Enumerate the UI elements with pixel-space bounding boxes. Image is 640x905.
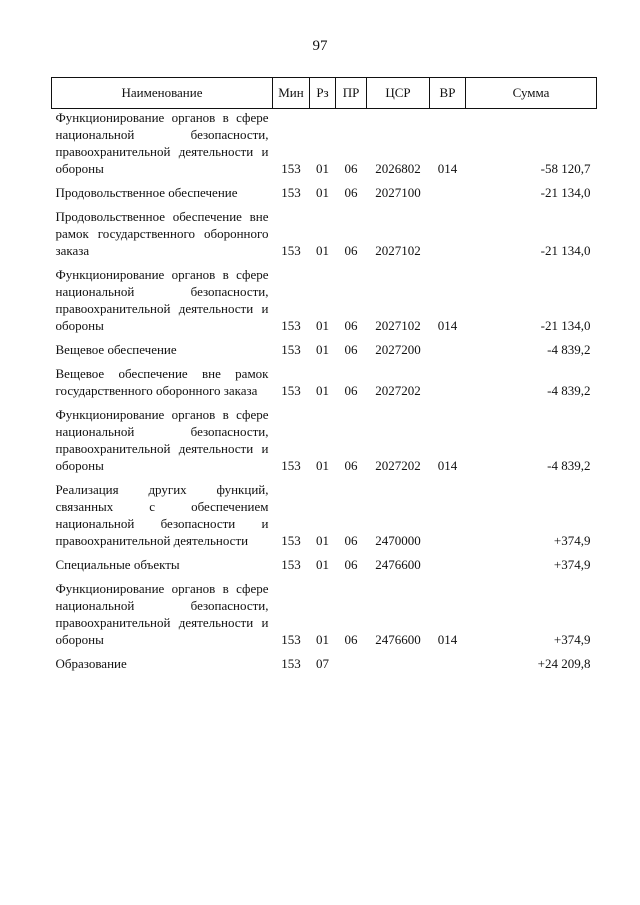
cell-sum: +374,9	[553, 533, 591, 548]
cell-rz: 01	[316, 383, 329, 398]
cell-csr: 2027100	[375, 185, 421, 200]
table-row	[52, 576, 597, 651]
cell-min: 153	[281, 533, 301, 548]
cell-pr: 06	[344, 383, 358, 398]
cell-rz: 01	[316, 557, 329, 572]
table-row	[52, 402, 597, 477]
cell-name: Функционирование органов в сфере национальной безопасности, правоохранительной деятельности и обороны	[55, 267, 269, 333]
cell-rz: 07	[316, 656, 329, 671]
cell-csr: 2476600	[375, 557, 421, 572]
cell-name: Вещевое обеспечение вне рамок государственного оборонного заказа	[55, 366, 269, 398]
cell-name: Функционирование органов в сфере национальной безопасности, правоохранительной деятельности и обороны	[55, 581, 269, 647]
cell-name: Специальные объекты	[55, 557, 180, 572]
cell-vr: 014	[437, 318, 458, 333]
cell-pr: 06	[344, 243, 358, 258]
cell-sum: -21 134,0	[540, 243, 591, 258]
header-csr: ЦСР	[367, 78, 430, 109]
cell-name: Продовольственное обеспечение	[55, 185, 238, 200]
cell-min: 153	[281, 318, 301, 333]
header-vr: ВР	[430, 78, 466, 109]
cell-min: 153	[281, 383, 301, 398]
cell-rz: 01	[316, 533, 329, 548]
cell-csr: 2027202	[375, 383, 421, 398]
cell-min: 153	[281, 632, 301, 647]
table-row	[52, 337, 597, 361]
cell-pr: 06	[344, 318, 358, 333]
cell-vr	[430, 651, 466, 675]
header-name: Наименование	[52, 78, 273, 109]
cell-vr	[430, 361, 466, 402]
header-pr: ПР	[336, 78, 367, 109]
cell-min: 153	[281, 161, 301, 176]
cell-csr	[367, 651, 430, 675]
cell-rz: 01	[316, 342, 329, 357]
cell-vr	[430, 204, 466, 262]
cell-pr: 06	[344, 557, 358, 572]
table-row	[52, 262, 597, 337]
cell-csr: 2470000	[375, 533, 421, 548]
cell-csr: 2027102	[375, 318, 421, 333]
cell-min: 153	[281, 656, 301, 671]
cell-pr: 06	[344, 185, 358, 200]
cell-name: Вещевое обеспечение	[55, 342, 177, 357]
table-header-row	[52, 78, 597, 109]
cell-vr	[430, 552, 466, 576]
cell-pr: 06	[344, 533, 358, 548]
cell-csr: 2476600	[375, 632, 421, 647]
cell-csr: 2027200	[375, 342, 421, 357]
cell-min: 153	[281, 557, 301, 572]
cell-name: Реализация других функций, связанных с обеспечением национальной безопасности и правоохранительной деятельности	[55, 482, 269, 548]
cell-rz: 01	[316, 243, 329, 258]
header-min: Мин	[273, 78, 310, 109]
cell-csr: 2027202	[375, 458, 421, 473]
header-rz: Рз	[310, 78, 336, 109]
cell-rz: 01	[316, 632, 329, 647]
cell-min: 153	[281, 458, 301, 473]
cell-pr	[336, 651, 367, 675]
cell-sum: -4 839,2	[547, 458, 591, 473]
table-row	[52, 651, 597, 675]
table-body	[52, 109, 597, 676]
cell-name: Продовольственное обеспечение вне рамок государственного оборонного заказа	[55, 209, 269, 258]
cell-csr: 2026802	[375, 161, 421, 176]
cell-rz: 01	[316, 318, 329, 333]
cell-sum: +374,9	[553, 557, 591, 572]
cell-sum: -21 134,0	[540, 185, 591, 200]
cell-rz: 01	[316, 161, 329, 176]
cell-min: 153	[281, 185, 301, 200]
cell-sum: -21 134,0	[540, 318, 591, 333]
cell-vr	[430, 477, 466, 552]
cell-vr: 014	[437, 458, 458, 473]
cell-sum: +24 209,8	[537, 656, 591, 671]
cell-pr: 06	[344, 161, 358, 176]
cell-min: 153	[281, 342, 301, 357]
cell-vr: 014	[437, 161, 458, 176]
cell-pr: 06	[344, 458, 358, 473]
table-row	[52, 477, 597, 552]
budget-table	[51, 77, 597, 675]
header-sum: Сумма	[466, 78, 597, 109]
cell-name: Образование	[55, 656, 127, 671]
cell-min: 153	[281, 243, 301, 258]
table-row	[52, 361, 597, 402]
table-row	[52, 552, 597, 576]
cell-sum: +374,9	[553, 632, 591, 647]
table-row	[52, 180, 597, 204]
table-row	[52, 204, 597, 262]
cell-csr: 2027102	[375, 243, 421, 258]
cell-rz: 01	[316, 185, 329, 200]
cell-rz: 01	[316, 458, 329, 473]
cell-pr: 06	[344, 632, 358, 647]
cell-sum: -4 839,2	[547, 383, 591, 398]
cell-sum: -4 839,2	[547, 342, 591, 357]
cell-vr	[430, 337, 466, 361]
cell-name: Функционирование органов в сфере национальной безопасности, правоохранительной деятельности и обороны	[55, 407, 269, 473]
cell-pr: 06	[344, 342, 358, 357]
cell-vr	[430, 180, 466, 204]
cell-vr: 014	[437, 632, 458, 647]
table-row	[52, 109, 597, 181]
cell-sum: -58 120,7	[540, 161, 591, 176]
cell-name: Функционирование органов в сфере национальной безопасности, правоохранительной деятельности и обороны	[55, 110, 269, 176]
page-number: 97	[312, 38, 328, 54]
